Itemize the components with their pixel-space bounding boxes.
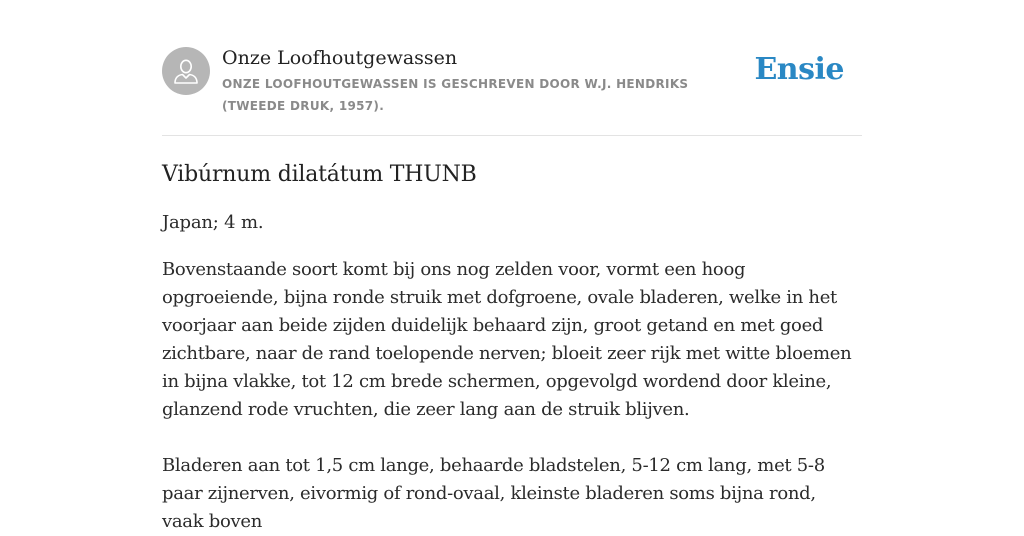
header-divider bbox=[162, 135, 862, 136]
entry-title: Vibúrnum dilatátum THUNB bbox=[162, 162, 477, 187]
user-placeholder-icon bbox=[162, 47, 210, 95]
source-header bbox=[162, 46, 862, 136]
article-body bbox=[162, 158, 862, 536]
source-title[interactable]: Onze Loofhoutgewassen bbox=[222, 47, 458, 69]
entry-origin: Japan; 4 m. bbox=[162, 212, 264, 233]
ensie-logo[interactable]: Ensie bbox=[754, 52, 844, 87]
entry-paragraph: Bovenstaande soort komt bij ons nog zelden voor, vormt een hoog opgroeiende, bijna ronde struik met dofgroene, ovale bladeren, welke in het voorjaar aan beide zijden duidelijk behaard zijn, groot getand en met goed zichtbare, naar de rand toelopende nerven; bloeit zeer rijk met witte bloemen in bijna vlakke, tot 12 cm brede schermen, opgevolgd wordend door kleine, glanzend rode vruchten, die zeer lang aan de struik blijven. bbox=[162, 259, 852, 420]
source-subtitle: ONZE LOOFHOUTGEWASSEN IS GESCHREVEN DOOR W.J. HENDRIKS (TWEEDE DRUK, 1957). bbox=[222, 77, 689, 113]
entry-paragraph: Bladeren aan tot 1,5 cm lange, behaarde bladstelen, 5-12 cm lang, met 5-8 paar zijnerven, eivormig of rond-ovaal, kleinste bladeren soms bijna rond, vaak boven bbox=[162, 455, 825, 532]
source-info bbox=[222, 46, 752, 117]
